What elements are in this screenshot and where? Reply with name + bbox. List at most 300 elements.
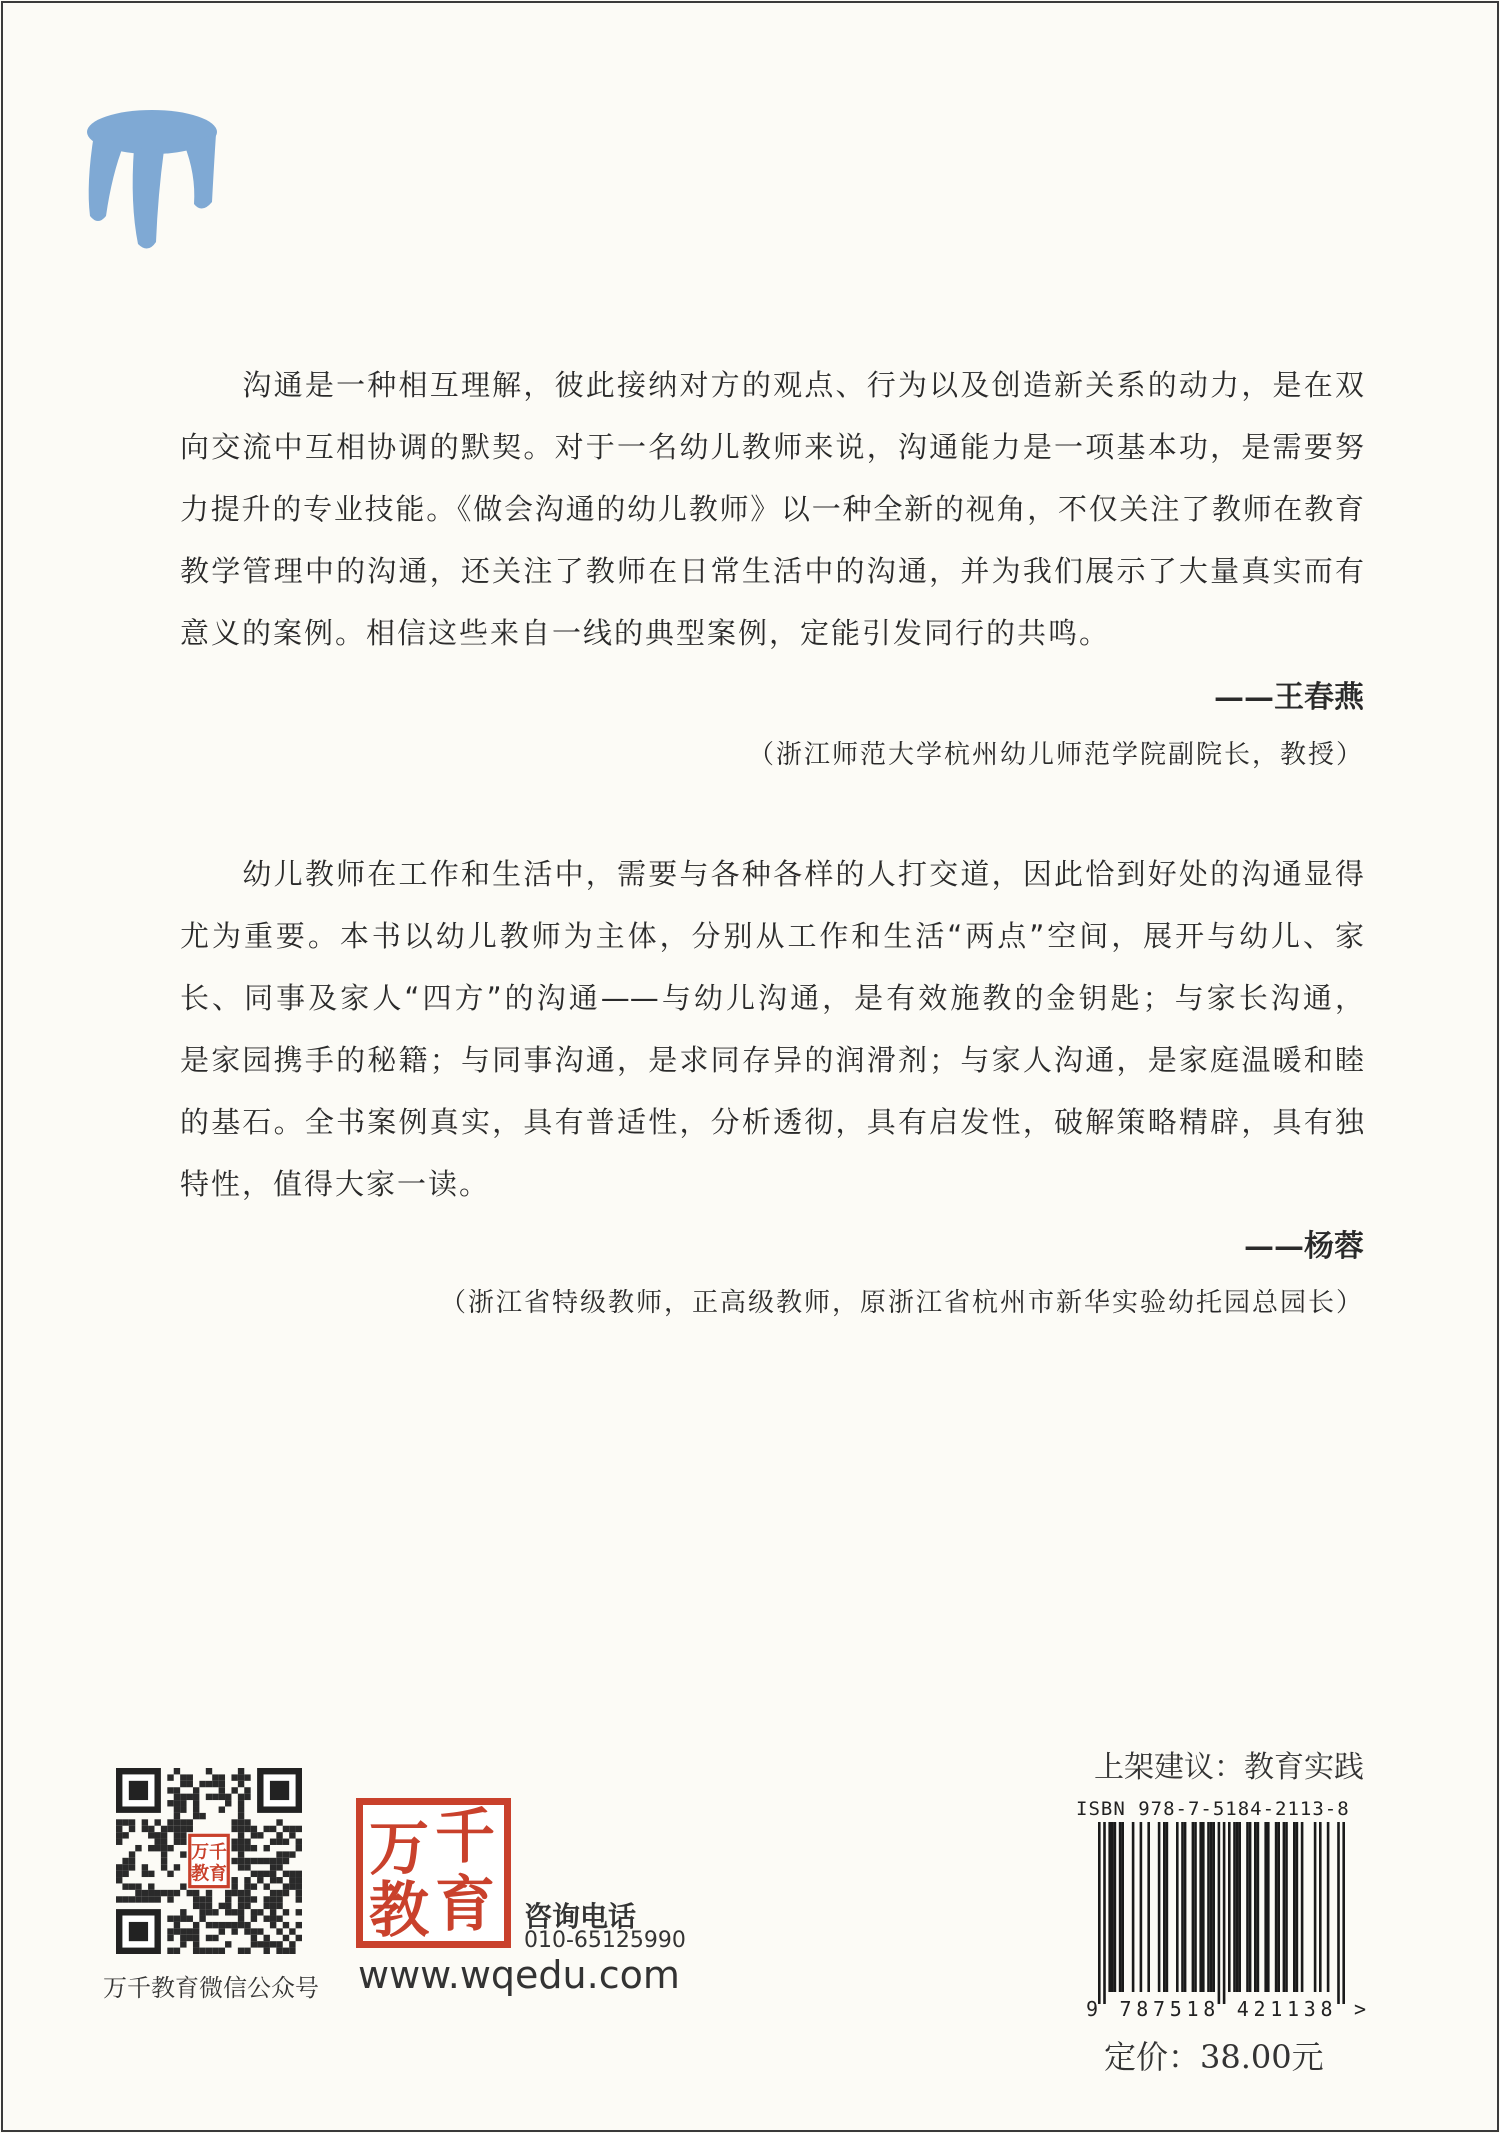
qr-module [154, 1845, 160, 1851]
qr-module [116, 1864, 122, 1870]
review-line: 教学管理中的沟通，还关注了教师在日常生活中的沟通，并为我们展示了大量真实而有 [180, 554, 1364, 588]
barcode-bar [1223, 1822, 1226, 2004]
qr-module [225, 1941, 231, 1947]
barcode-bar [1181, 1822, 1184, 1992]
qr-module [174, 1928, 180, 1934]
logo-char: 万 [369, 1814, 429, 1884]
qr-badge-text: 教育 [191, 1863, 227, 1885]
barcode-bar [1166, 1822, 1169, 1992]
qr-module [154, 1839, 160, 1845]
barcode-bar [1296, 1822, 1299, 1992]
qr-module [174, 1839, 180, 1845]
qr-module [257, 1941, 263, 1947]
qr-module [283, 1909, 289, 1915]
qr-module [276, 1890, 282, 1896]
qr-module [296, 1935, 302, 1941]
qr-module [174, 1800, 180, 1806]
qr-module [180, 1800, 186, 1806]
qr-module [257, 1832, 263, 1838]
qr-module [206, 1948, 212, 1954]
qr-module [161, 1890, 167, 1896]
qr-module [257, 1871, 263, 1877]
qr-module [193, 1794, 199, 1800]
qr-badge-text: 万千 [191, 1841, 227, 1863]
barcode-bar [1103, 1822, 1106, 2004]
qr-module [238, 1916, 244, 1922]
qr-module [289, 1826, 295, 1832]
qr-module [148, 1826, 154, 1832]
qr-module [135, 1896, 141, 1902]
qr-module [244, 1774, 250, 1780]
qr-module [276, 1948, 282, 1954]
qr-module [174, 1794, 180, 1800]
qr-module [251, 1883, 257, 1889]
qr-module [276, 1941, 282, 1947]
barcode-bar [1114, 1822, 1117, 1992]
qr-module [206, 1781, 212, 1787]
qr-module [180, 1832, 186, 1838]
review-2-affiliation: （浙江省特级教师，正高级教师，原浙江省杭州市新华实验幼托园总园长） [439, 1288, 1364, 1318]
qr-module [122, 1819, 128, 1825]
qr-module [244, 1819, 250, 1825]
qr-module [231, 1819, 237, 1825]
qr-module [225, 1896, 231, 1902]
barcode-bar [1147, 1822, 1150, 1992]
qr-module [180, 1916, 186, 1922]
qr-module [219, 1781, 225, 1787]
qr-module [187, 1826, 193, 1832]
qr-module [238, 1832, 244, 1838]
qr-module [174, 1768, 180, 1774]
qr-module [122, 1858, 128, 1864]
qr-module [251, 1935, 257, 1941]
qr-module [231, 1928, 237, 1934]
qr-module [174, 1819, 180, 1825]
review-line: 意义的案例。相信这些来自一线的典型案例，定能引发同行的共鸣。 [180, 616, 1111, 650]
qr-module [270, 1922, 276, 1928]
qr-caption: 万千教育微信公众号 [103, 1974, 319, 2002]
qr-module [264, 1941, 270, 1947]
barcode-bar [1275, 1822, 1278, 1992]
qr-module [193, 1800, 199, 1806]
qr-module [180, 1839, 186, 1845]
qr-module [283, 1935, 289, 1941]
qr-module [187, 1935, 193, 1941]
qr-module [296, 1845, 302, 1851]
qr-module [238, 1851, 244, 1857]
qr-module [270, 1890, 276, 1896]
barcode-bar [1283, 1822, 1286, 1992]
qr-module [283, 1858, 289, 1864]
qr-module [154, 1832, 160, 1838]
qr-module [244, 1948, 250, 1954]
qr-module [238, 1858, 244, 1864]
qr-module [180, 1826, 186, 1832]
qr-module [142, 1819, 148, 1825]
barcode-bar [1264, 1822, 1267, 1992]
qr-module [238, 1806, 244, 1812]
barcode-bar [1236, 1822, 1239, 1992]
qr-module [270, 1909, 276, 1915]
qr-module [206, 1922, 212, 1928]
barcode-bar [1158, 1822, 1161, 1992]
qr-module [296, 1877, 302, 1883]
qr-module [129, 1826, 135, 1832]
qr-module [167, 1826, 173, 1832]
qr-module [251, 1928, 257, 1934]
qr-module [187, 1916, 193, 1922]
qr-module [283, 1948, 289, 1954]
qr-module [276, 1903, 282, 1909]
qr-module [238, 1768, 244, 1774]
qr-module [296, 1839, 302, 1845]
qr-module [193, 1890, 199, 1896]
qr-module [161, 1851, 167, 1857]
qr-module [238, 1948, 244, 1954]
qr-module [206, 1768, 212, 1774]
qr-module [251, 1845, 257, 1851]
qr-module [244, 1864, 250, 1870]
qr-module [154, 1890, 160, 1896]
review-line: 力提升的专业技能。《做会沟通的幼儿教师》以一种全新的视角，不仅关注了教师在教育 [180, 492, 1364, 526]
qr-module [206, 1890, 212, 1896]
qr-module [276, 1832, 282, 1838]
qr-module [122, 1896, 128, 1902]
qr-module [238, 1909, 244, 1915]
barcode-bar [1267, 1822, 1270, 1992]
qr-module [129, 1858, 135, 1864]
qr-module [244, 1890, 250, 1896]
qr-module [116, 1877, 122, 1883]
qr-module [231, 1774, 237, 1780]
qr-module [199, 1948, 205, 1954]
qr-module [187, 1890, 193, 1896]
qr-module [283, 1839, 289, 1845]
qr-module [251, 1916, 257, 1922]
qr-module [142, 1896, 148, 1902]
barcode-bar [1233, 1822, 1236, 1992]
qr-module [180, 1883, 186, 1889]
barcode-bar [1301, 1822, 1304, 1992]
consult-label: 咨询电话 [524, 1900, 637, 1933]
qr-module [116, 1839, 122, 1845]
qr-module [174, 1890, 180, 1896]
qr-module [264, 1948, 270, 1954]
qr-module [142, 1826, 148, 1832]
price: 定价：38.00元 [1104, 2038, 1324, 2076]
qr-module [161, 1832, 167, 1838]
qr-module [174, 1806, 180, 1812]
qr-module [296, 1909, 302, 1915]
qr-module [174, 1948, 180, 1954]
qr-module [283, 1871, 289, 1877]
barcode-bar [1314, 1822, 1317, 1992]
qr-module [148, 1832, 154, 1838]
qr-module [244, 1845, 250, 1851]
qr-module [174, 1832, 180, 1838]
qr-module [212, 1948, 218, 1954]
qr-module [116, 1826, 122, 1832]
barcode-bar [1163, 1822, 1166, 1992]
qr-module [148, 1871, 154, 1877]
qr-module [193, 1922, 199, 1928]
qr-module [244, 1903, 250, 1909]
qr-module [276, 1864, 282, 1870]
qr-module [199, 1916, 205, 1922]
qr-module [283, 1890, 289, 1896]
qr-module [142, 1864, 148, 1870]
qr-module [116, 1819, 122, 1825]
qr-module [296, 1826, 302, 1832]
qr-module [174, 1922, 180, 1928]
review-line: 尤为重要。本书以幼儿教师为主体，分别从工作和生活“两点”空间，展开与幼儿、家 [180, 919, 1364, 953]
qr-module [251, 1941, 257, 1947]
barcode-bar [1132, 1822, 1135, 1992]
qr-module [283, 1851, 289, 1857]
qr-module [212, 1781, 218, 1787]
qr-module [199, 1896, 205, 1902]
qr-module [122, 1871, 128, 1877]
qr-module [264, 1845, 270, 1851]
qr-module [276, 1877, 282, 1883]
barcode-digits: 9 787518 421138 > [1086, 1997, 1366, 2018]
qr-module [212, 1935, 218, 1941]
qr-module [199, 1903, 205, 1909]
qr-module [167, 1890, 173, 1896]
qr-module [161, 1858, 167, 1864]
barcode-bar [1184, 1822, 1187, 1992]
qr-module [244, 1896, 250, 1902]
review-2 [180, 843, 1364, 1215]
review-line: 长、同事及家人“四方”的沟通——与幼儿沟通，是有效施教的金钥匙；与家长沟通， [180, 981, 1364, 1015]
review-line: 向交流中互相协调的默契。对于一名幼儿教师来说，沟通能力是一项基本功，是需要努 [180, 430, 1364, 464]
barcode-bar [1285, 1822, 1288, 1992]
barcode-bar [1119, 1822, 1122, 1992]
barcode-bar [1246, 1822, 1249, 1992]
qr-module [296, 1890, 302, 1896]
qr-module [244, 1839, 250, 1845]
qr-module [238, 1794, 244, 1800]
qr-module [276, 1858, 282, 1864]
qr-module [219, 1794, 225, 1800]
qr-module [180, 1781, 186, 1787]
barcode-bar [1254, 1822, 1257, 1992]
qr-module [116, 1871, 122, 1877]
qr-module [270, 1864, 276, 1870]
qr-module [225, 1800, 231, 1806]
qr-module [180, 1935, 186, 1941]
qr-module [276, 1916, 282, 1922]
qr-module [276, 1928, 282, 1934]
qr-module [199, 1813, 205, 1819]
qr-module [244, 1787, 250, 1793]
qr-module [257, 1909, 263, 1915]
qr-module [276, 1896, 282, 1902]
barcode-bar [1327, 1822, 1330, 1992]
qr-module [231, 1826, 237, 1832]
qr-module [187, 1774, 193, 1780]
logo-char: 育 [435, 1870, 495, 1940]
qr-module [276, 1839, 282, 1845]
qr-module [238, 1896, 244, 1902]
qr-module [193, 1903, 199, 1909]
qr-module [296, 1922, 302, 1928]
qr-module [251, 1832, 257, 1838]
qr-module [219, 1922, 225, 1928]
qr-module [154, 1819, 160, 1825]
qr-module [193, 1896, 199, 1902]
qr-module [116, 1896, 122, 1902]
qr-module [167, 1948, 173, 1954]
qr-module [231, 1883, 237, 1889]
qr-module [257, 1858, 263, 1864]
barcode-bar [1249, 1822, 1252, 1992]
barcode-bar [1342, 1822, 1345, 2004]
qr-module [231, 1909, 237, 1915]
qr-module [148, 1883, 154, 1889]
qr-module [238, 1781, 244, 1787]
review-1-signature: ——王春燕 [1214, 680, 1364, 715]
qr-module [142, 1890, 148, 1896]
qr-module [270, 1903, 276, 1909]
shelf-suggestion: 上架建议：教育实践 [1094, 1750, 1364, 1785]
barcode-bar [1202, 1822, 1205, 1992]
qr-module [174, 1787, 180, 1793]
review-line: 是家园携手的秘籍；与同事沟通，是求同存异的润滑剂；与家人沟通，是家庭温暖和睦 [180, 1043, 1364, 1077]
qr-module [206, 1909, 212, 1915]
qr-module [257, 1928, 263, 1934]
isbn-barcode [1086, 1822, 1366, 2018]
barcode-bar [1192, 1822, 1195, 1992]
qr-module [135, 1883, 141, 1889]
qr-module [289, 1948, 295, 1954]
qr-module [167, 1800, 173, 1806]
qr-module [289, 1877, 295, 1883]
qr-module [199, 1909, 205, 1915]
qr-module [193, 1935, 199, 1941]
barcode-bar [1277, 1822, 1280, 1992]
qr-module [238, 1890, 244, 1896]
qr-module [264, 1858, 270, 1864]
qr-module [225, 1794, 231, 1800]
barcode-bar [1238, 1822, 1241, 1992]
qr-module [238, 1819, 244, 1825]
qr-module [212, 1774, 218, 1780]
qr-module [225, 1890, 231, 1896]
blue-stool-illustration [84, 104, 224, 254]
qr-module [219, 1787, 225, 1793]
qr-module [167, 1871, 173, 1877]
qr-module [212, 1909, 218, 1915]
qr-module [167, 1845, 173, 1851]
qr-module [225, 1903, 231, 1909]
qr-module [206, 1903, 212, 1909]
barcode-bar [1098, 1822, 1101, 2004]
barcode-bar [1319, 1822, 1322, 1992]
qr-module [193, 1941, 199, 1947]
qr-module [206, 1935, 212, 1941]
qr-module [199, 1781, 205, 1787]
qr-module [129, 1864, 135, 1870]
qr-module [238, 1845, 244, 1851]
qr-module [289, 1941, 295, 1947]
qr-module [129, 1819, 135, 1825]
qr-module [283, 1922, 289, 1928]
qr-module [244, 1826, 250, 1832]
qr-module [276, 1851, 282, 1857]
qr-module [231, 1787, 237, 1793]
qr-module [238, 1800, 244, 1806]
qr-module [193, 1806, 199, 1812]
qr-module [193, 1813, 199, 1819]
qr-module [187, 1781, 193, 1787]
qr-module [238, 1922, 244, 1928]
barcode-bar [1228, 1822, 1231, 1992]
publisher-logo [356, 1798, 511, 1948]
qr-module [289, 1928, 295, 1934]
review-line: 沟通是一种相互理解，彼此接纳对方的观点、行为以及创造新关系的动力，是在双 [180, 368, 1364, 402]
wechat-qr-code[interactable] [116, 1768, 302, 1954]
qr-module [180, 1909, 186, 1915]
qr-module [296, 1896, 302, 1902]
barcode-bar [1207, 1822, 1210, 1992]
qr-module [148, 1890, 154, 1896]
qr-module [251, 1909, 257, 1915]
qr-module [264, 1916, 270, 1922]
qr-module [206, 1896, 212, 1902]
qr-module [251, 1826, 257, 1832]
qr-module [231, 1922, 237, 1928]
barcode-bar [1293, 1822, 1296, 1992]
qr-module [154, 1896, 160, 1902]
qr-module [193, 1787, 199, 1793]
qr-module [174, 1813, 180, 1819]
qr-module [225, 1922, 231, 1928]
barcode-bar [1210, 1822, 1213, 1992]
qr-module [167, 1928, 173, 1934]
qr-module [238, 1774, 244, 1780]
logo-char: 千 [435, 1802, 495, 1872]
qr-module [283, 1826, 289, 1832]
qr-module [238, 1839, 244, 1845]
barcode-bar [1212, 1822, 1215, 1992]
review-2-signature: ——杨蓉 [1244, 1229, 1364, 1264]
barcode-bar [1199, 1822, 1202, 1992]
qr-module [180, 1806, 186, 1812]
qr-module [148, 1896, 154, 1902]
qr-module [244, 1877, 250, 1883]
qr-module [251, 1896, 257, 1902]
qr-module [231, 1839, 237, 1845]
qr-module [270, 1871, 276, 1877]
qr-module [180, 1819, 186, 1825]
qr-module [219, 1903, 225, 1909]
qr-module [270, 1877, 276, 1883]
qr-module [180, 1794, 186, 1800]
review-1 [180, 354, 1364, 664]
qr-module [167, 1819, 173, 1825]
qr-module [122, 1832, 128, 1838]
qr-module [244, 1922, 250, 1928]
qr-module [251, 1871, 257, 1877]
qr-module [231, 1890, 237, 1896]
barcode-bar [1140, 1822, 1143, 1992]
website-link[interactable]: www.wqedu.com [358, 1953, 680, 1997]
qr-module [122, 1883, 128, 1889]
barcode-bar [1176, 1822, 1179, 1992]
qr-module [270, 1916, 276, 1922]
qr-module [161, 1826, 167, 1832]
